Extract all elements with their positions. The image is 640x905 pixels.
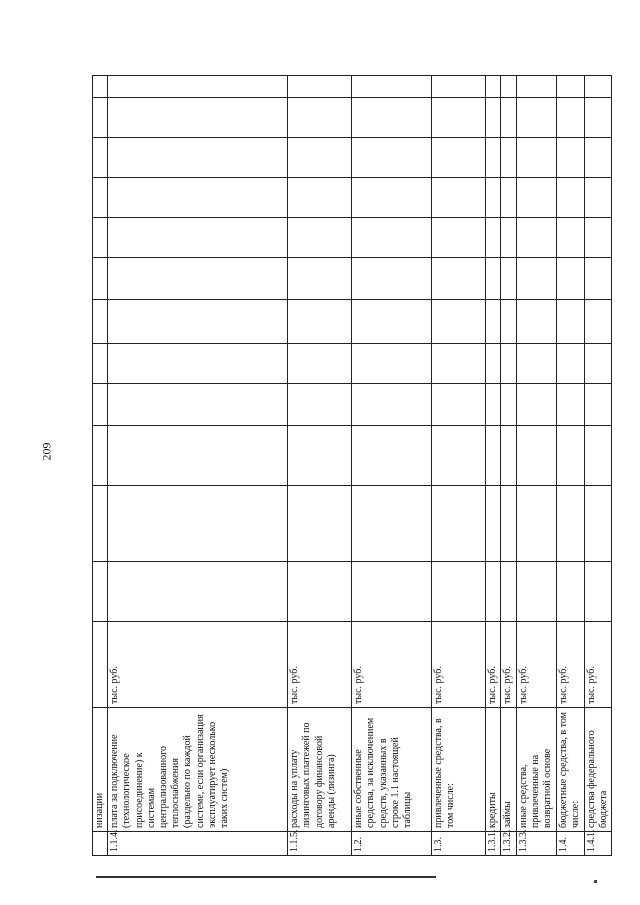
table-row [432,76,486,856]
value-cell [584,98,611,138]
value-cell [501,218,516,258]
value-cell [93,384,108,426]
table-row [288,76,352,856]
value-cell [584,178,611,218]
row-unit: тыс. руб. [288,622,352,708]
value-cell [288,178,352,218]
value-cell [432,218,486,258]
row-name: низации [93,708,108,832]
value-cell [486,258,501,300]
value-cell [584,426,611,486]
value-cell [352,98,432,138]
row-unit: тыс. руб. [352,622,432,708]
value-cell [501,258,516,300]
value-cell [556,344,584,384]
value-cell [108,218,288,258]
value-cell [501,178,516,218]
value-cell [556,562,584,622]
value-cell [556,300,584,344]
table-row [486,76,501,856]
table-row [516,76,556,856]
table-row [556,76,584,856]
row-code: 1.3. [432,832,486,856]
value-cell [556,98,584,138]
value-cell [93,98,108,138]
value-cell [432,562,486,622]
row-name: кредиты [486,708,501,832]
table-frame [92,76,609,856]
value-cell [486,384,501,426]
value-cell [584,218,611,258]
value-cell [501,76,516,98]
value-cell [288,486,352,562]
value-cell [486,486,501,562]
row-unit: тыс. руб. [486,622,501,708]
value-cell [432,426,486,486]
value-cell [288,138,352,178]
value-cell [486,138,501,178]
value-cell [352,76,432,98]
value-cell [486,218,501,258]
value-cell [352,138,432,178]
scan-edge-line [96,876,436,878]
value-cell [516,76,556,98]
value-cell [108,562,288,622]
value-cell [93,486,108,562]
row-name: привлеченные средства, в том числе: [432,708,486,832]
value-cell [556,258,584,300]
value-cell [584,486,611,562]
value-cell [516,258,556,300]
value-cell [584,138,611,178]
row-code: 1.3.3. [516,832,556,856]
value-cell [93,426,108,486]
table-row [108,76,288,856]
value-cell [556,76,584,98]
value-cell [486,562,501,622]
row-code: 1.3.1. [486,832,501,856]
value-cell [501,300,516,344]
row-code [93,832,108,856]
value-cell [93,258,108,300]
financing-table [92,75,612,856]
value-cell [501,384,516,426]
value-cell [352,218,432,258]
value-cell [108,344,288,384]
row-unit: тыс. руб. [584,622,611,708]
table-body [93,76,612,856]
row-unit: тыс. руб. [556,622,584,708]
value-cell [516,218,556,258]
table-row [584,76,611,856]
value-cell [288,98,352,138]
row-unit: тыс. руб. [108,622,288,708]
table-row [501,76,516,856]
value-cell [486,426,501,486]
value-cell [584,300,611,344]
value-cell [352,426,432,486]
row-unit [93,622,108,708]
row-name: расходы на уплату лизинговых платежей по договору финансовой аренды (лизинга) [288,708,352,832]
row-name: плата за подключение (технологическое присоединение) к системам централизованного теплоснабжения (раздельно по каждой системе, если организация эксплуатирует несколько таких систем) [108,708,288,832]
value-cell [93,138,108,178]
table-row [352,76,432,856]
row-code: 1.4. [556,832,584,856]
value-cell [556,486,584,562]
value-cell [288,384,352,426]
value-cell [556,384,584,426]
value-cell [288,218,352,258]
value-cell [486,76,501,98]
value-cell [556,218,584,258]
value-cell [352,344,432,384]
value-cell [432,344,486,384]
value-cell [352,562,432,622]
value-cell [516,178,556,218]
value-cell [93,218,108,258]
value-cell [108,98,288,138]
value-cell [556,178,584,218]
value-cell [432,486,486,562]
value-cell [108,76,288,98]
row-code: 1.2. [352,832,432,856]
rotated-table-wrapper [92,76,609,856]
value-cell [432,384,486,426]
value-cell [501,344,516,384]
value-cell [108,258,288,300]
value-cell [486,344,501,384]
value-cell [93,562,108,622]
value-cell [432,138,486,178]
value-cell [584,258,611,300]
value-cell [556,426,584,486]
value-cell [516,426,556,486]
value-cell [108,138,288,178]
row-unit: тыс. руб. [516,622,556,708]
value-cell [486,178,501,218]
page-number: 209 [39,442,54,461]
value-cell [352,178,432,218]
row-name: средства федерального бюджета [584,708,611,832]
value-cell [108,426,288,486]
table-row [93,76,108,856]
value-cell [432,98,486,138]
value-cell [352,300,432,344]
value-cell [516,138,556,178]
value-cell [288,562,352,622]
value-cell [108,300,288,344]
value-cell [486,300,501,344]
value-cell [288,258,352,300]
row-code: 1.4.1. [584,832,611,856]
value-cell [108,486,288,562]
row-unit: тыс. руб. [501,622,516,708]
value-cell [486,98,501,138]
row-code: 1.1.5. [288,832,352,856]
value-cell [352,258,432,300]
value-cell [108,384,288,426]
row-name: бюджетные средства, в том числе: [556,708,584,832]
value-cell [93,76,108,98]
value-cell [501,562,516,622]
value-cell [516,300,556,344]
row-code: 1.3.2. [501,832,516,856]
value-cell [584,76,611,98]
value-cell [584,384,611,426]
value-cell [93,300,108,344]
value-cell [288,76,352,98]
value-cell [501,486,516,562]
row-name: иные собственные средства, за исключением средств, указанных в строке 1.1 настоящей таблицы [352,708,432,832]
value-cell [516,486,556,562]
value-cell [516,384,556,426]
value-cell [556,138,584,178]
value-cell [108,178,288,218]
value-cell [288,300,352,344]
row-code: 1.1.4. [108,832,288,856]
value-cell [352,486,432,562]
value-cell [516,562,556,622]
value-cell [501,138,516,178]
value-cell [501,98,516,138]
value-cell [93,178,108,218]
value-cell [93,344,108,384]
row-unit: тыс. руб. [432,622,486,708]
value-cell [516,98,556,138]
value-cell [352,384,432,426]
value-cell [432,258,486,300]
value-cell [501,426,516,486]
value-cell [432,178,486,218]
row-name: займы [501,708,516,832]
value-cell [432,76,486,98]
value-cell [516,344,556,384]
value-cell [432,300,486,344]
value-cell [584,562,611,622]
row-name: иные средства, привлеченные на возвратной основе [516,708,556,832]
value-cell [288,426,352,486]
value-cell [584,344,611,384]
value-cell [288,344,352,384]
scan-speck [594,880,597,883]
